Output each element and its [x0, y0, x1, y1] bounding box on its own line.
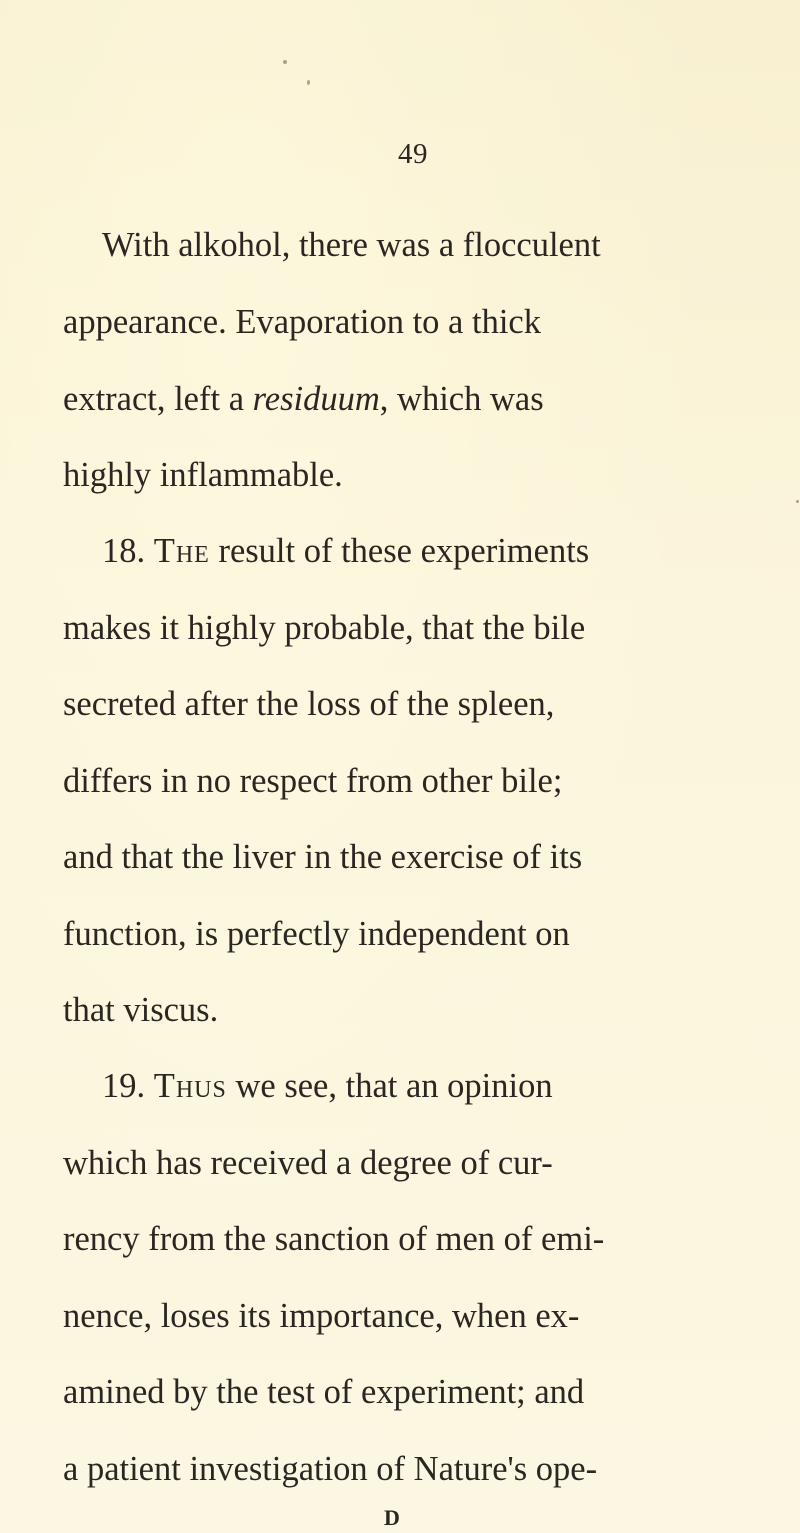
text-line: secreted after the loss of the spleen, [63, 685, 555, 723]
text-line: that viscus. [63, 991, 219, 1029]
section-19-start: 19. Thus we see, that an opinion [102, 1067, 553, 1105]
text-line: and that the liver in the exercise of its [63, 838, 583, 876]
text-line: rency from the sanction of men of emi- [63, 1220, 605, 1258]
small-caps-lead: The [153, 532, 210, 570]
paper-speck [283, 60, 287, 64]
text-line: differs in no respect from other bile; [63, 762, 563, 800]
text-line: nence, loses its importance, when ex- [63, 1297, 580, 1335]
text-line: function, is perfectly independent on [63, 915, 570, 953]
page-number: 49 [398, 138, 428, 170]
text-line: highly inflammable. [63, 456, 343, 494]
text-line: With alkohol, there was a flocculent [102, 226, 601, 264]
text-line: a patient investigation of Nature's ope- [63, 1450, 598, 1488]
text-line: extract, left a residuum, which was [63, 380, 544, 418]
paper-speck [307, 80, 310, 85]
section-18-start: 18. The result of these experiments [102, 532, 590, 570]
signature-mark: D [384, 1505, 400, 1530]
italic-term: residuum [252, 380, 380, 418]
paper-speck [796, 500, 799, 503]
text-line: amined by the test of experiment; and [63, 1373, 585, 1411]
text-line: which has received a degree of cur- [63, 1144, 553, 1182]
text-line: makes it highly probable, that the bile [63, 609, 586, 647]
text-line: appearance. Evaporation to a thick [63, 303, 541, 341]
small-caps-lead: Thus [153, 1067, 227, 1105]
